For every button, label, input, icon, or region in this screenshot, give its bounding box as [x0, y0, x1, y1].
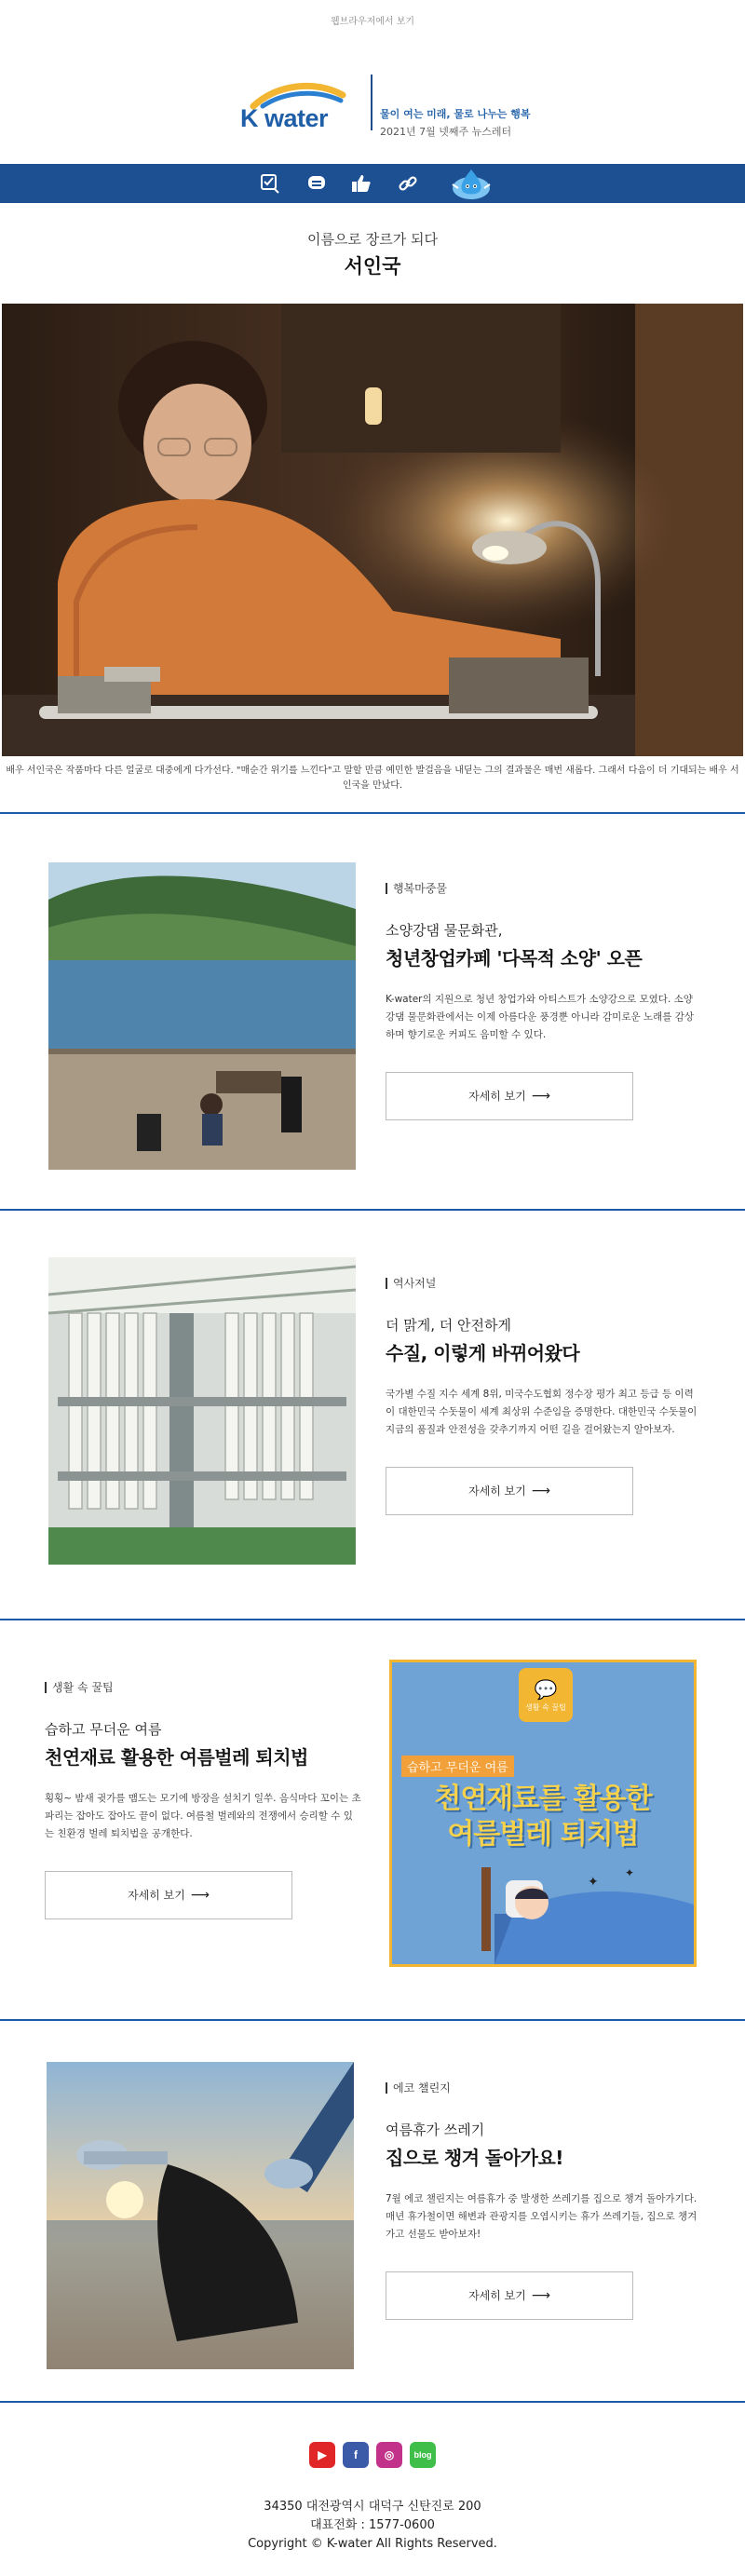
svg-text:✦: ✦ — [588, 1875, 599, 1890]
section-category: 생활 속 꿀팁 — [45, 1682, 361, 1693]
section-description: K-water의 지원으로 청년 창업가와 아티스트가 소양강으로 모였다. 소양강댐 물문화관에서는 이제 아름다운 풍경뿐 아니라 감미로운 노래를 감상하며 향기로운 커피도 음미할 수 있다. — [386, 994, 694, 1040]
section-text — [386, 2082, 702, 2320]
link-icon[interactable] — [395, 170, 421, 197]
slogan: 물이 여는 미래, 물로 나누는 행복 — [380, 108, 531, 120]
section-description: 7월 에코 챌린지는 여름휴가 중 발생한 쓰레기를 집으로 챙겨 돌아가기다. 매년 휴가철이면 해변과 관광지를 오염시키는 휴가 쓰레기들, 집으로 챙겨가고 선물도 받아보자! — [386, 2193, 698, 2240]
arrow-right-icon: ⟶ — [190, 1888, 210, 1903]
read-more-button[interactable] — [45, 1871, 292, 1919]
sleeping-person-illustration — [392, 1858, 694, 1964]
section-divider — [0, 2401, 745, 2403]
illustration-tag: 습하고 무더운 여름 — [401, 1756, 514, 1777]
hero-illustration — [2, 304, 743, 756]
section-history-journal — [0, 1257, 745, 1565]
read-more-button[interactable] — [386, 2271, 633, 2320]
section-category: 에코 챌린지 — [386, 2082, 702, 2094]
read-more-label: 자세히 보기 — [468, 2289, 526, 2302]
feature-subtitle: 이름으로 장르가 되다 — [307, 231, 438, 248]
facebook-icon[interactable]: f — [343, 2442, 369, 2468]
section-divider — [0, 1209, 745, 1211]
section-divider — [0, 1619, 745, 1620]
logo-text: K water — [240, 104, 329, 132]
water-facility-photo[interactable] — [48, 1257, 356, 1565]
section-kicker: 습하고 무더운 여름 — [45, 1721, 162, 1738]
read-more-button[interactable] — [386, 1072, 633, 1120]
tip-badge — [519, 1668, 573, 1722]
section-headline: 수질, 이렇게 바뀌어왔다 — [386, 1342, 580, 1364]
illustration-title — [392, 1782, 694, 1852]
water-drop-mascot-icon[interactable] — [445, 166, 497, 201]
section-headline: 청년창업카페 '다목적 소양' 오픈 — [386, 947, 643, 969]
section-kicker: 여름휴가 쓰레기 — [386, 2122, 485, 2138]
feature-name: 서인국 — [344, 255, 401, 278]
svg-text:✦: ✦ — [625, 1866, 635, 1879]
feature-caption: 배우 서인국은 작품마다 다른 얼굴로 대중에게 다가선다. "매순간 위기를 느낀다"고 말할 만큼 예민한 발걸음을 내딛는 그의 결과물은 매번 새롭다. 그래서 다음이 더 기대되는 배우 서인국을 만났다. — [6, 766, 739, 791]
k-water-logo[interactable] — [240, 78, 352, 130]
blog-icon[interactable]: blog — [410, 2442, 436, 2468]
section-category: 역사저널 — [386, 1278, 702, 1289]
section-description: 횡횡~ 밤새 귓가를 맴도는 모기에 방장을 설치기 일쑤. 음식마다 꼬이는 초파리는 잡아도 잡아도 끝이 없다. 여름철 벌레와의 전쟁에서 승리할 수 있는 친환경 벌레 퇴치법을 공개한다. — [45, 1793, 361, 1839]
section-headline: 집으로 챙겨 돌아가요! — [386, 2147, 563, 2169]
read-more-label: 자세히 보기 — [468, 1485, 526, 1498]
section-kicker: 더 맑게, 더 안전하게 — [386, 1317, 511, 1334]
chat-icon[interactable] — [304, 170, 330, 197]
read-more-label: 자세히 보기 — [128, 1889, 185, 1902]
checklist-icon[interactable] — [257, 170, 283, 197]
section-category: 행복마중물 — [386, 883, 702, 894]
arrow-right-icon: ⟶ — [531, 1484, 550, 1498]
header-divider — [371, 75, 372, 130]
footer-copyright: Copyright © K-water All Rights Reserved. — [248, 2537, 497, 2551]
cafe-photo[interactable] — [48, 862, 356, 1170]
illustration-title-line1: 천연재료를 활용한 — [434, 1783, 652, 1815]
section-divider — [0, 2019, 745, 2021]
section-happy-prime — [0, 862, 745, 1170]
thumbs-up-icon[interactable] — [348, 170, 374, 197]
section-text — [386, 1278, 702, 1515]
tip-badge-label: 생활 속 꿀팁 — [525, 1702, 566, 1712]
read-more-button[interactable] — [386, 1467, 633, 1515]
nav-bar — [0, 164, 745, 203]
instagram-icon[interactable]: ◎ — [376, 2442, 402, 2468]
arrow-right-icon: ⟶ — [531, 2288, 550, 2303]
section-text — [386, 883, 702, 1120]
hero-photo[interactable] — [2, 304, 743, 756]
footer-address: 34350 대전광역시 대덕구 신탄진로 200 — [264, 2500, 481, 2514]
section-description: 국가별 수질 지수 세계 8위, 미국수도협회 정수장 평가 최고 등급 등 이력이 대한민국 수돗물이 세계 최상위 수준임을 증명한다. 대한민국 수돗물이 지금의 품질과 안전성을 갖추기까지 어떤 길을 걸어왔는지 알아보자. — [386, 1389, 698, 1435]
section-life-tips — [0, 1660, 745, 1967]
bug-repellent-illustration[interactable] — [389, 1660, 697, 1967]
section-kicker: 소양강댐 물문화관, — [386, 922, 503, 939]
read-more-label: 자세히 보기 — [468, 1090, 526, 1103]
webview-link[interactable]: 웹브라우저에서 보기 — [330, 17, 415, 27]
section-eco-challenge — [0, 2062, 745, 2369]
footer — [0, 2498, 745, 2554]
arrow-right-icon: ⟶ — [531, 1089, 550, 1104]
lightbulb-icon: 💬 — [534, 1677, 558, 1701]
social-links — [0, 2442, 745, 2468]
illustration-title-line2: 여름벌레 퇴치법 — [447, 1818, 639, 1851]
youtube-icon[interactable]: ▶ — [309, 2442, 335, 2468]
section-headline: 천연재료 활용한 여름벌레 퇴치법 — [45, 1746, 308, 1769]
footer-phone: 대표전화 : 1577-0600 — [310, 2518, 435, 2532]
section-text — [45, 1682, 361, 1919]
beach-cleanup-photo[interactable] — [47, 2062, 354, 2369]
section-divider — [0, 812, 745, 814]
newsletter-header — [0, 73, 745, 138]
issue-date: 2021년 7월 넷째주 뉴스레터 — [380, 126, 512, 138]
